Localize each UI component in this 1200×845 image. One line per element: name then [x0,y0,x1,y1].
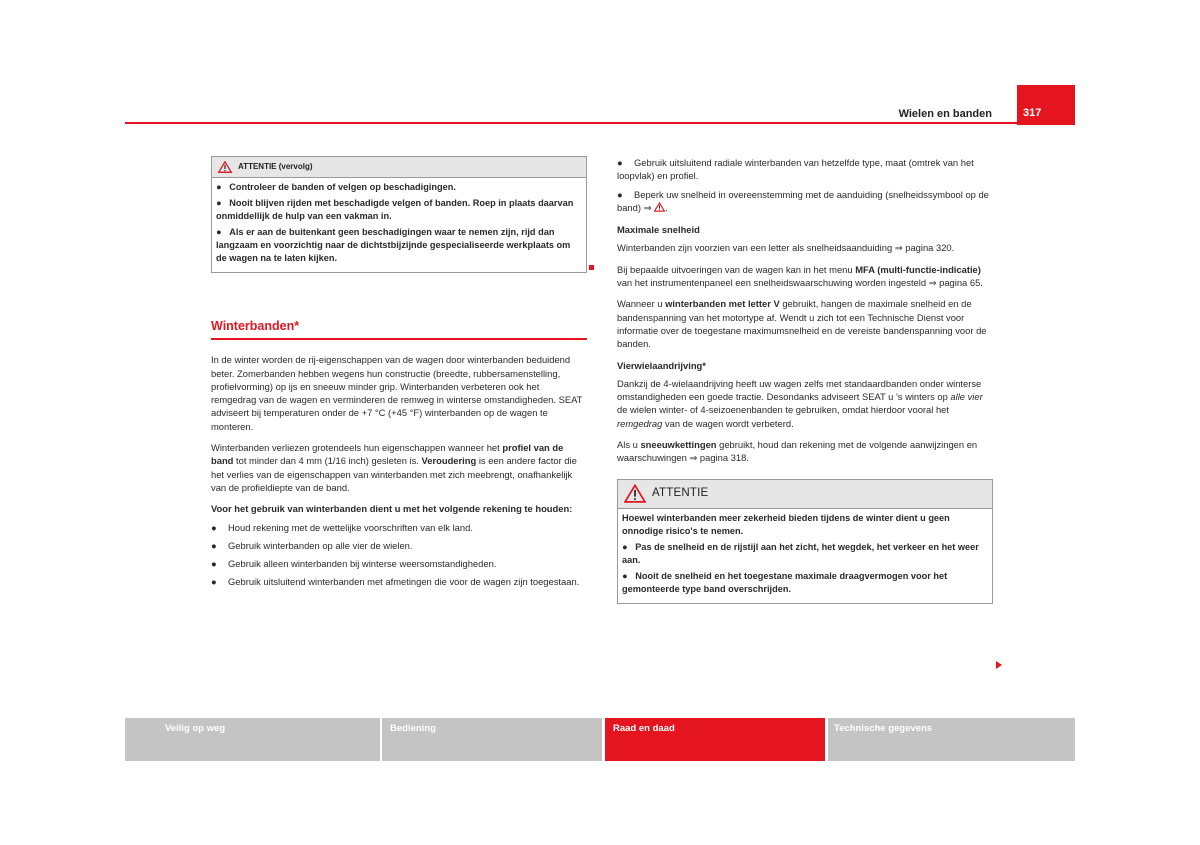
warning-item: ● Nooit blijven rijden met beschadigde velgen of banden. Roep in plaats daarvan onmiddellijk de hulp van een vakman in. [216,198,574,221]
awd-paragraph: Dankzij de 4-wielaandrijving heeft uw wagen zelfs met standaardbanden onder winterse omstandigheden een goede tractie. Desondanks adviseert SEAT u 's winters op alle vier de wielen winter- of 4-seizoenenbanden te gebruiken, omdat hierdoor vooral het remgedrag van de wagen wordt verbeterd. [617,377,983,429]
mfa-paragraph: Bij bepaalde uitvoeringen van de wagen kan in het menu MFA (multi-functie-indicatie) van het instrumentenpaneel een snelheidswaarschuwing worden ingesteld ⇒ pagina 65. [617,263,983,289]
warning-body [212,178,586,272]
footer-tab-veilig-op-weg[interactable]: Veilig op weg [125,718,380,761]
intro-paragraph: In de winter worden de rij-eigenschappen van de wagen door winterbanden beduidend beter. Zomerbanden hebben wegens hun constructie (breedte, rubbersamenstelling, profielvorming) op ijs en sneeuw minder grip. Winterbanden verbeteren ook het remgedrag van de wagen en verminderen de remweg in winterse omstandigheden. SEAT adviseert bij temperaturen onder de +7 °C (+45 °F) winterbanden op de wagen te monteren. [211,354,583,432]
list-item: ● Gebruik winterbanden op alle vier de wielen. [211,539,413,551]
right-column [617,156,993,604]
warning-item: ● Als er aan de buitenkant geen beschadigingen waar te nemen zijn, rijd dan langzaam en voorzichtig naar de dichtstbijzijnde gespecialiseerde werkplaats om de wagen na te laten kijken. [216,227,571,263]
max-speed-heading: Maximale snelheid [617,224,700,236]
warning-triangle-icon [654,202,665,212]
warning-box-continued [211,156,587,273]
footer-tab-bediening[interactable]: Bediening [382,718,602,761]
continue-arrow-icon [996,661,1002,669]
list-item: ● Gebruik alleen winterbanden bij winterse weersomstandigheden. [211,558,497,570]
warning-title: ATTENTIE [652,486,709,499]
section-end-marker [589,265,594,270]
warning-header [212,156,586,178]
awd-heading: Vierwielaandrijving* [617,359,706,371]
page-header-title: Wielen en banden [898,108,992,120]
list-item: ● Gebruik uitsluitend winterbanden met afmetingen die voor de wagen zijn toegestaan. [211,576,580,588]
warning-item: ● Pas de snelheid en de rijstijl aan het zicht, het wegdek, het verkeer en het weer aan. [622,541,979,565]
warning-item: ● Controleer de banden of velgen op beschadigingen. [216,182,456,192]
footer-tab-raad-en-daad[interactable]: Raad en daad [605,718,825,761]
warning-triangle-icon [218,161,232,173]
warning-header [618,479,992,509]
list-item: ● Beperk uw snelheid in overeenstemming met de aanduiding (snelheidssymbool op de band) ⇒ . [617,188,989,213]
warning-box [617,479,993,604]
profile-paragraph: Winterbanden verliezen grotendeels hun eigenschappen wanneer het profiel van de band tot minder dan 4 mm (1/16 inch) gesleten is. Veroudering is een andere factor die het verlies van de eigenschappen van winterbanden met zich meebrengt, onafhankelijk van de profieldiepte van de band. [211,442,577,493]
header-rule [125,122,1075,124]
footer-tab-technische-gegevens[interactable]: Technische gegevens [828,718,1075,761]
warning-body [618,509,992,603]
list-heading: Voor het gebruik van winterbanden dient u met het volgende rekening te houden: [211,503,573,515]
warning-title: ATTENTIE (vervolg) [238,162,313,172]
letter-v-paragraph: Wanneer u winterbanden met letter V gebruikt, hangen de maximale snelheid en de bandenspanning van het motortype af. Wendt u zich tot een Technische Dienst voor informatie over de toegestane maximumsnelheid en de vereiste bandenspanning voor de banden. [617,298,987,350]
section-title: Winterbanden* [211,320,587,340]
warning-item: ● Nooit de snelheid en het toegestane maximale draagvermogen voor het gemonteerde type band overschrijden. [622,570,948,594]
warning-intro: Hoewel winterbanden meer zekerheid bieden tijdens de winter dient u geen onnodige risico's te nemen. [622,512,950,536]
chains-paragraph: Als u sneeuwkettingen gebruikt, houd dan rekening met de volgende aanwijzingen en waarschuwingen ⇒ pagina 318. [617,439,978,464]
list-item: ● Gebruik uitsluitend radiale winterbanden van hetzelfde type, maat (omtrek van het loopvlak) en profiel. [617,157,974,182]
page-number: 317 [1017,85,1075,125]
left-column [211,156,587,594]
list-item: ● Houd rekening met de wettelijke voorschriften van elk land. [211,521,473,533]
max-speed-text: Winterbanden zijn voorzien van een letter als snelheidsaanduiding ⇒ pagina 320. [617,242,955,254]
warning-triangle-icon [624,484,646,503]
